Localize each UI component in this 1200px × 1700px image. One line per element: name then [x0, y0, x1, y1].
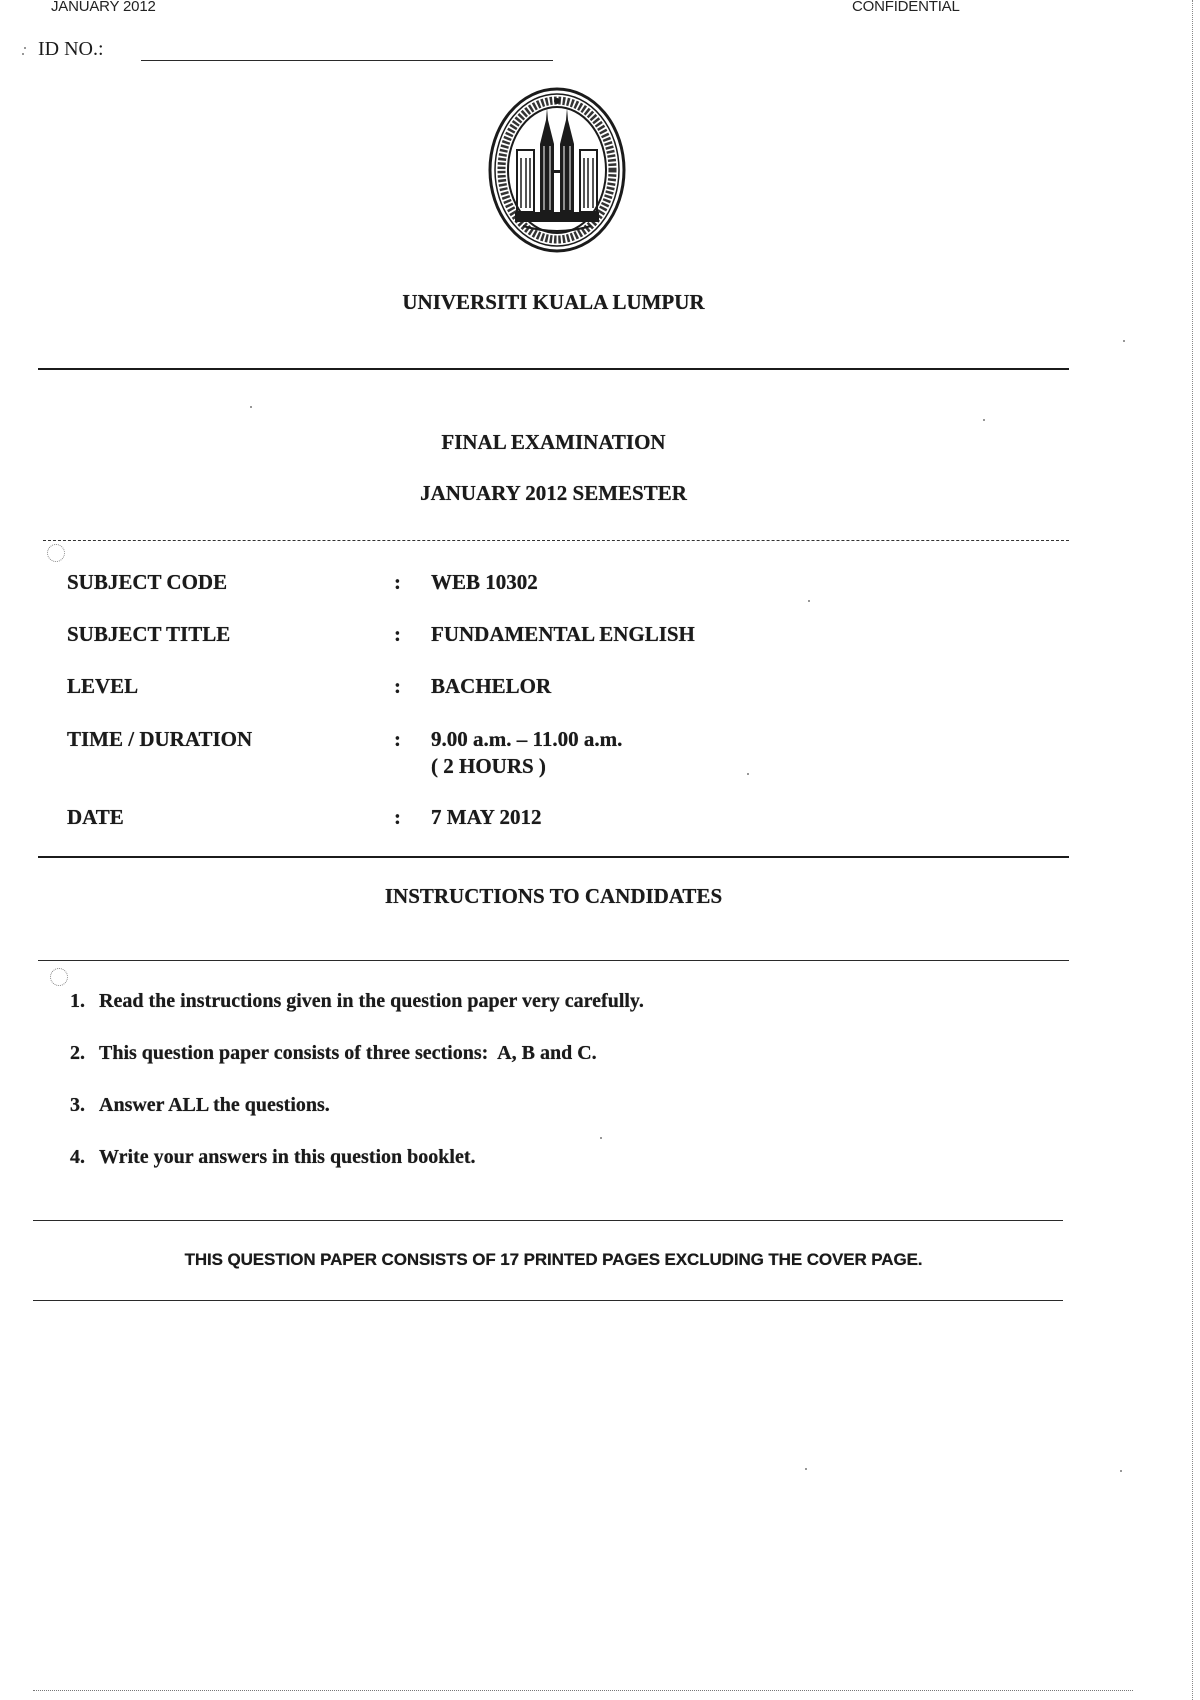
divider: [38, 960, 1069, 961]
detail-label: SUBJECT TITLE: [67, 622, 231, 646]
instruction-number: 2.: [70, 1042, 85, 1064]
scan-speck: [808, 600, 810, 602]
id-number-label: ID NO.:: [38, 38, 104, 60]
header-date: JANUARY 2012: [51, 0, 156, 15]
detail-value: 7 MAY 2012: [431, 805, 542, 829]
detail-value: WEB 10302: [431, 570, 538, 594]
instruction-number: 4.: [70, 1146, 85, 1168]
exam-title: FINAL EXAMINATION: [441, 430, 666, 454]
instruction-text: This question paper consists of three sections: A, B and C.: [99, 1042, 597, 1064]
detail-separator: :: [394, 674, 401, 698]
punch-hole-mark: [50, 968, 68, 986]
instruction-number: 3.: [70, 1094, 85, 1116]
detail-label: LEVEL: [67, 674, 139, 698]
detail-value-duration: ( 2 HOURS ): [431, 754, 546, 778]
divider: [33, 1300, 1063, 1301]
detail-separator: :: [394, 727, 401, 751]
divider: [43, 540, 1069, 541]
university-name: UNIVERSITI KUALA LUMPUR: [402, 290, 705, 314]
divider: [38, 368, 1069, 370]
header-confidential: CONFIDENTIAL: [852, 0, 960, 15]
scan-speck: [600, 1137, 602, 1139]
instruction-item: [70, 1145, 476, 1169]
scan-speck: [1120, 1470, 1122, 1472]
detail-separator: :: [394, 805, 401, 829]
scan-speck: [250, 406, 252, 408]
punch-hole-mark: [47, 544, 65, 562]
scan-right-edge: [1192, 0, 1193, 1700]
detail-label: SUBJECT CODE: [67, 570, 228, 594]
detail-label: DATE: [67, 805, 124, 829]
detail-separator: :: [394, 570, 401, 594]
instruction-number: 1.: [70, 990, 85, 1012]
university-seal-icon: [487, 86, 627, 254]
divider: [33, 1220, 1063, 1221]
scan-speck: [805, 1468, 807, 1470]
instruction-item: [70, 989, 644, 1013]
scan-speck: [747, 773, 749, 775]
scan-bottom-edge: [33, 1690, 1133, 1691]
instructions-heading: INSTRUCTIONS TO CANDIDATES: [384, 884, 723, 908]
detail-value: BACHELOR: [431, 674, 552, 698]
detail-separator: :: [394, 622, 401, 646]
scan-speck: [983, 419, 985, 421]
instruction-item: [70, 1093, 330, 1117]
page-count-note: THIS QUESTION PAPER CONSISTS OF 17 PRINTED PAGES EXCLUDING THE COVER PAGE.: [184, 1250, 923, 1269]
scan-speck: [22, 53, 24, 55]
university-seal-graphic: [487, 86, 627, 254]
instruction-text: Write your answers in this question booklet.: [99, 1146, 476, 1168]
divider: [38, 856, 1069, 858]
instruction-text: Answer ALL the questions.: [99, 1094, 330, 1116]
scan-speck: [24, 47, 26, 49]
id-number-line: [141, 60, 553, 61]
instruction-item: [70, 1041, 597, 1065]
detail-value: FUNDAMENTAL ENGLISH: [431, 622, 695, 646]
instruction-text: Read the instructions given in the question paper very carefully.: [99, 990, 644, 1012]
scan-speck: [1123, 340, 1125, 342]
detail-label: TIME / DURATION: [67, 727, 253, 751]
detail-value: 9.00 a.m. – 11.00 a.m.: [431, 727, 623, 751]
exam-semester: JANUARY 2012 SEMESTER: [420, 481, 687, 505]
